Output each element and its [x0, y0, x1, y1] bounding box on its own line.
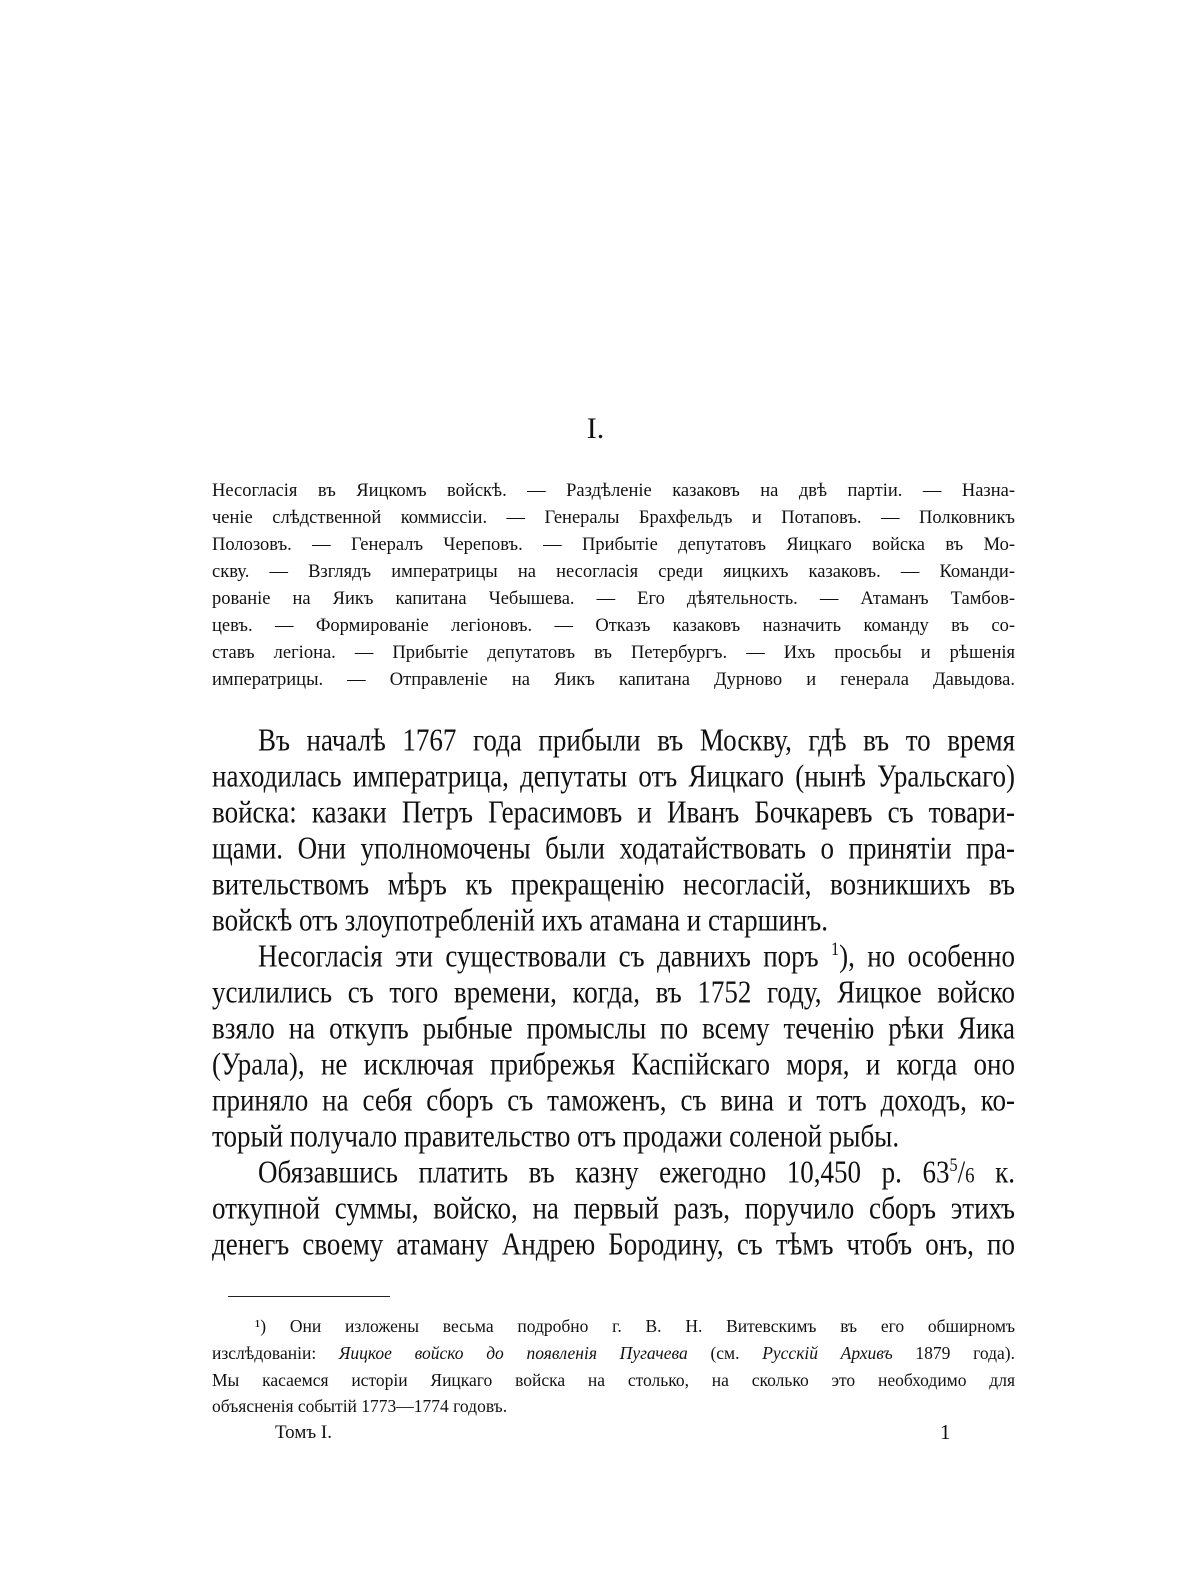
- footnote-divider: [228, 1296, 390, 1297]
- body-line-text: Несогласія эти существовали съ давнихъ поръ: [258, 938, 819, 974]
- body-line: войска: казаки Петръ Герасимовъ и Иванъ Бочкаревъ съ товари-: [212, 794, 1015, 830]
- footnote-ref[interactable]: 1: [831, 938, 840, 960]
- body-line: денегъ своему атаману Андрею Бородину, съ тѣмъ чтобъ онъ, по: [212, 1226, 1015, 1262]
- cited-journal-title: Русскій Архивъ: [762, 1343, 893, 1363]
- summary-line: скву. — Взглядъ императрицы на несогласія среди яицкихъ казаковъ. — Команди-: [212, 562, 1015, 582]
- body-line: войскѣ отъ злоупотребленій ихъ атамана и старшинъ.: [212, 902, 828, 938]
- body-line: (Урала), не исключая прибрежья Каспійскаго моря, и когда оно: [212, 1046, 1015, 1082]
- body-line: щами. Они уполномочены были ходатайствовать о принятіи пра-: [212, 830, 1015, 866]
- summary-line: Несогласія въ Яицкомъ войскѣ. — Раздѣленіе казаковъ на двѣ партіи. — Назна-: [212, 481, 1015, 501]
- body-line: находилась императрица, депутаты отъ Яицкаго (нынѣ Уральскаго): [212, 758, 1015, 794]
- footnote-text: (см.: [687, 1343, 763, 1363]
- footnote-text: 1879 года).: [892, 1343, 1015, 1363]
- body-line-text: Обязавшись платить въ казну ежегодно 10,450 р. 63: [258, 1154, 950, 1190]
- footnote-line: [212, 1340, 1015, 1367]
- footnote-line: [255, 1313, 1015, 1340]
- page-number: 1: [940, 1420, 951, 1444]
- summary-line: ставъ легіона. — Прибытіе депутатовъ въ Петербургъ. — Ихъ просьбы и рѣшенія: [212, 643, 1015, 663]
- fraction-numerator: 5: [949, 1154, 958, 1176]
- footnote-text: Они изложены весьма подробно г. В. Н. Витевскимъ въ его обширномъ: [289, 1316, 1016, 1336]
- volume-label: Томъ I.: [275, 1422, 332, 1443]
- summary-line: Полозовъ. — Генералъ Череповъ. — Прибытіе депутатовъ Яицкаго войска въ Мо-: [212, 535, 1015, 555]
- body-line: взяло на откупъ рыбные промыслы по всему теченію рѣки Яика: [212, 1010, 1015, 1046]
- summary-line: императрицы. — Отправленіе на Яикъ капитана Дурново и генерала Давыдова.: [212, 670, 1015, 690]
- footnote-line: Мы касаемся исторіи Яицкаго войска на столько, на сколько это необходимо для: [212, 1370, 1015, 1390]
- footnote-line: объясненія событій 1773—1774 годовъ.: [212, 1396, 508, 1416]
- body-line: усилились съ того времени, когда, въ 1752 году, Яицкое войско: [212, 974, 1015, 1010]
- body-line: откупной суммы, войско, на первый разъ, поручило сборъ этихъ: [212, 1190, 1015, 1226]
- body-line-text: ), но особенно: [839, 938, 1015, 974]
- body-line: Въ началѣ 1767 года прибыли въ Москву, гдѣ въ то время: [258, 722, 1015, 758]
- cited-work-title: Яицкое войско до появленія Пугачева: [338, 1343, 688, 1363]
- footnote-text: изслѣдованіи:: [212, 1343, 339, 1363]
- summary-line: ченіе слѣдственной коммиссіи. — Генералы Брахфельдъ и Потаповъ. — Полковникъ: [212, 508, 1015, 528]
- summary-line: рованіе на Яикъ капитана Чебышева. — Его дѣятельность. — Атаманъ Тамбов-: [212, 589, 1015, 609]
- chapter-number: I.: [586, 412, 605, 445]
- summary-line: цевъ. — Формированіе легіоновъ. — Отказъ казаковъ назначить команду въ со-: [212, 616, 1015, 636]
- body-line: вительствомъ мѣръ къ прекращенію несогласій, возникшихъ въ: [212, 866, 1015, 902]
- body-line: Обязавшись платить въ казну ежегодно 10,450 р. $63^5/6$ к.: [258, 1154, 1015, 1190]
- body-line: торый получало правительство отъ продажи соленой рыбы.: [212, 1118, 900, 1154]
- body-line: приняло на себя сборъ съ таможенъ, съ вина и тотъ доходъ, ко-: [212, 1082, 1015, 1118]
- fraction-denominator: 6: [965, 1163, 975, 1189]
- footnote-marker: ¹): [255, 1316, 267, 1336]
- body-line-text: к.: [974, 1154, 1015, 1190]
